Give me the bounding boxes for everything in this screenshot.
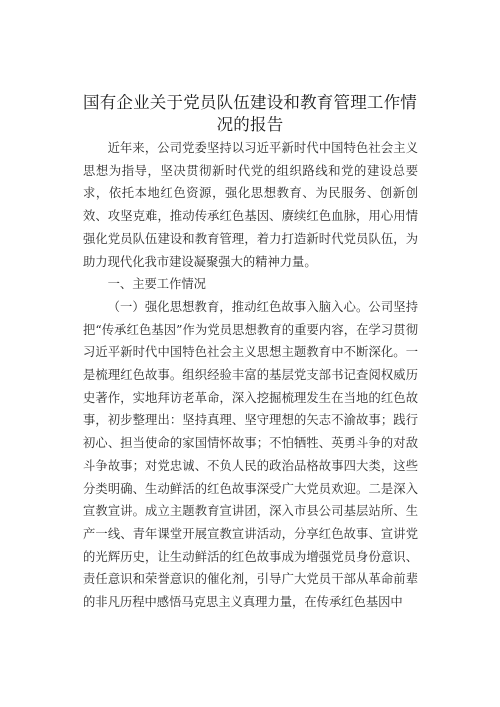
document-title (70, 92, 430, 136)
intro-paragraph: 近年来，公司党委坚持以习近平新时代中国特色社会主义思想为指导，坚决贯彻新时代党的组织路线和党的建设总要求，依托本地红色资源，强化思想教育、为民服务、创新创效、攻坚克难，推动传承红色基因、赓续红色血脉，用心用情强化党员队伍建设和教育管理，着力打造新时代党员队伍，为助力现代化我市建设凝聚强大的精神力量。 (83, 141, 418, 269)
document-title-line-1: 国有企业关于党员队伍建设和教育管理工作情 (83, 93, 417, 112)
document-title-line-2: 况的报告 (216, 115, 284, 134)
document-body (83, 137, 418, 614)
subsection-paragraph-ideological-education: （一）强化思想教育，推动红色故事入脑入心。公司坚持把“传承红色基因”作为党员思想教育的重要内容，在学习贯彻习近平新时代中国特色社会主义思想主题教育中不断深化。一是梳理红色故事。组织经验丰富的基层党支部书记查阅权威历史著作，实地拜访老革命，深入挖掘梳理发生在当地的红色故事，初步整理出：坚持真理、坚守理想的矢志不渝故事；践行初心、担当使命的家国情怀故事；不怕牺牲、英勇斗争的对敌斗争故事；对党忠诚、不负人民的政治品格故事四大类，这些分类明确、生动鲜活的红色故事深受广大党员欢迎。二是深入宣教宣讲。成立主题教育宣讲团，深入市县公司基层站所、生产一线、青年课堂开展宣教宣讲活动，分享红色故事、宣讲党的光辉历史，让生动鲜活的红色故事成为增强党员身份意识、责任意识和荣誉意识的催化剂，引导广大党员干部从革命前辈的非凡历程中感悟马克思主义真理力量，在传承红色基因中 (83, 299, 418, 610)
section-heading-main-work: 一、主要工作情况 (107, 277, 206, 292)
